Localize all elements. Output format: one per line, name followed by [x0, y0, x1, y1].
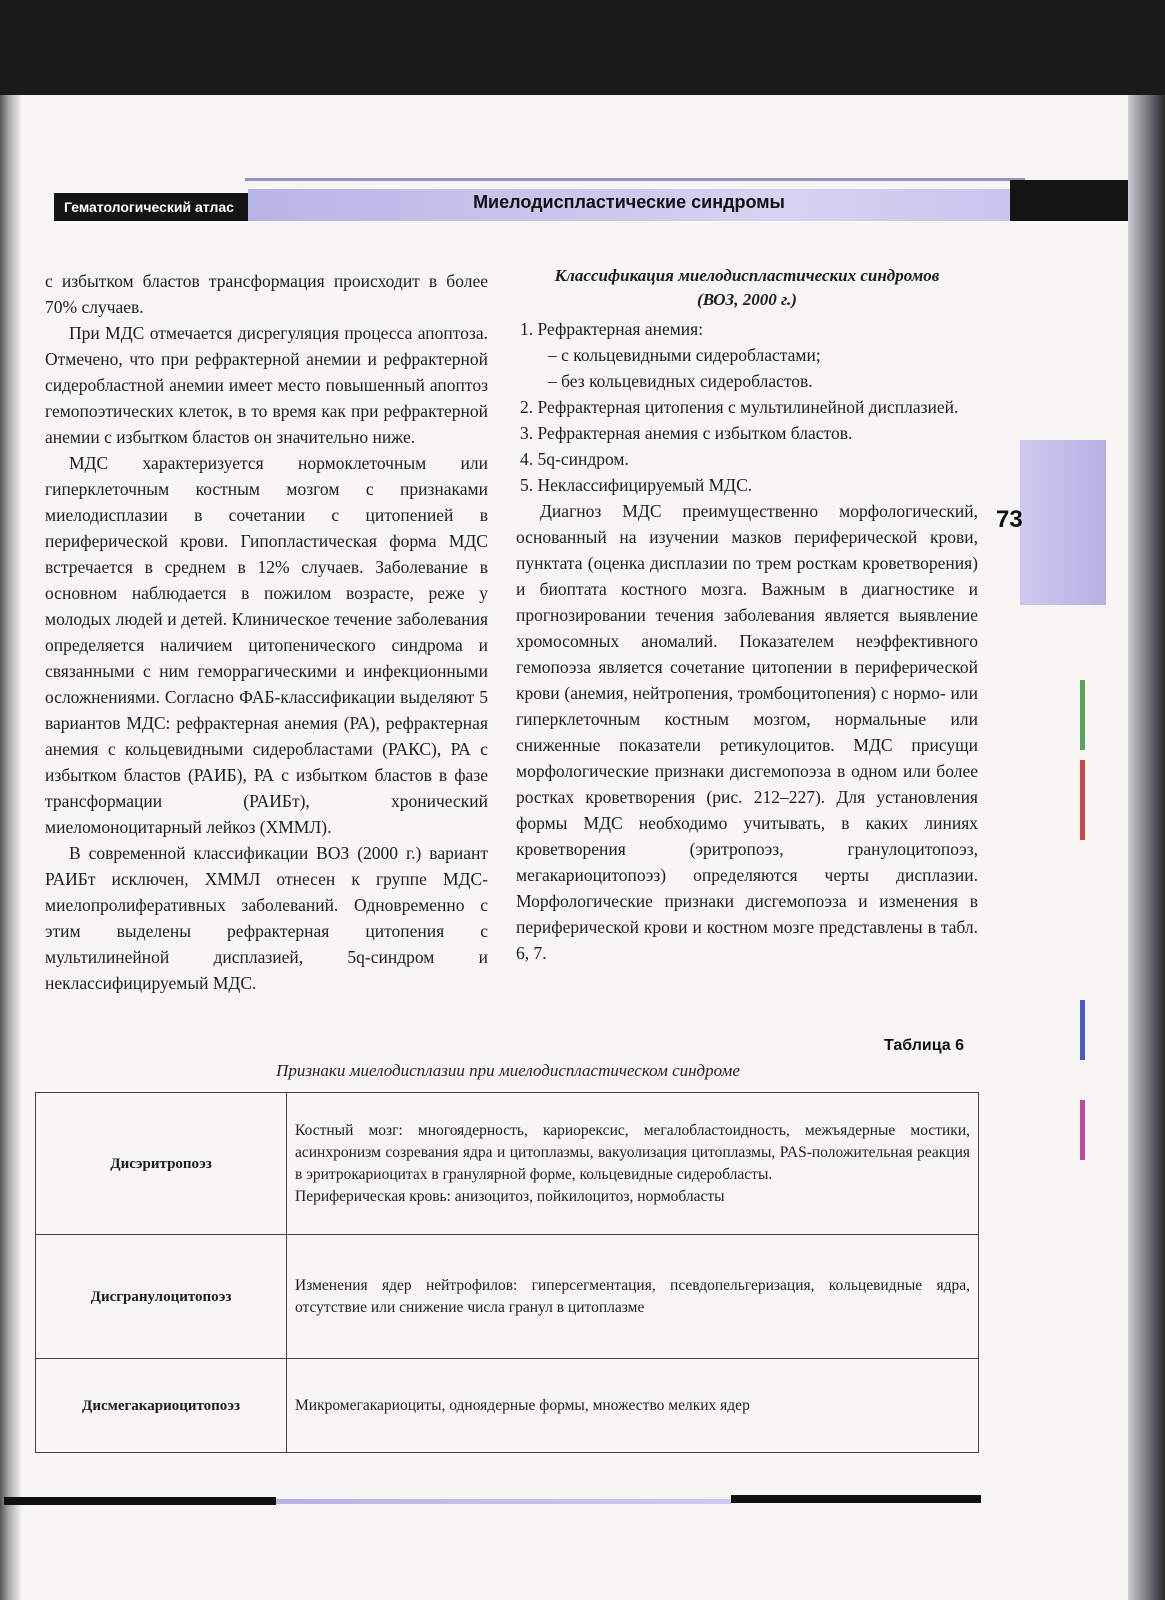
list-item-number: 5.: [520, 475, 534, 495]
sub-list-item: – без кольцевидных сидеробластов.: [548, 371, 813, 391]
table-caption: Признаки миелодисплазии при миелодиспластическом синдроме: [276, 1061, 740, 1080]
classification-title: [516, 264, 978, 312]
running-header-title: Миелодиспластические синдромы: [248, 189, 1010, 221]
list-item-text: Рефрактерная анемия:: [537, 319, 704, 339]
description-line: Микромегакариоциты, одноядерные формы, множество мелких ядер: [295, 1396, 750, 1414]
list-item: [516, 394, 978, 420]
binding-shadow: [0, 95, 22, 1600]
footer-rule-left: [4, 1497, 276, 1505]
sub-list: [516, 342, 978, 394]
list-item-number: 4.: [520, 449, 534, 469]
list-item-text: Рефрактерная цитопения с мультилинейной дисплазией.: [537, 397, 959, 417]
table-cell-description: [287, 1359, 979, 1453]
paragraph: МДС характеризуется нормоклеточным или гиперклеточным костным мозгом с признаками миелодисплазии в сочетании с цитопенией в периферической крови. Гипопластическая форма МДС встречается в среднем в 12% случаев. Заболевание в основном наблюдается в пожилом возрасте, реже у молодых людей и детей. Клиническое течение заболевания определяется наличием цитопенического синдрома и связанными с ним геморрагическими и инфекционными осложнениями. Согласно ФАБ-классификации выделяют 5 вариантов МДС: рефрактерная анемия (РА), рефрактерная анемия с кольцевидными сидеробластами (РАКС), РА с избытком бластов (РАИБ), РА с избытком бластов в фазе трансформации (РАИБт), хронический миеломоноцитарный лейкоз (ХММЛ).: [45, 453, 488, 837]
header-top-rule: [245, 178, 1025, 181]
table-cell-description: [287, 1235, 979, 1359]
list-item-text: 5q-синдром.: [537, 449, 629, 469]
table-row: [36, 1235, 979, 1359]
table-cell-name: Дисмегакариоцитопоэз: [36, 1359, 287, 1453]
list-item-text: Неклассифицируемый МДС.: [537, 475, 753, 495]
list-item: [516, 472, 978, 498]
list-item: [516, 420, 978, 446]
classification-title-line: (ВОЗ, 2000 г.): [697, 290, 797, 309]
list-item-text: Рефрактерная анемия с избытком бластов.: [537, 423, 853, 443]
edge-color-mark: [1080, 1100, 1085, 1160]
list-item-number: 2.: [520, 397, 534, 417]
table-row: [36, 1359, 979, 1453]
list-item-number: 1.: [520, 319, 534, 339]
paragraph: Диагноз МДС преимущественно морфологический, основанный на изучении мазков периферической крови, пунктата (оценка дисплазии по трем росткам кроветворения) и биоптата костного мозга. Важным в диагностике и прогнозировании течения заболевания является выявление хромосомных аномалий. Показателем неэффективного гемопоэза является сочетание цитопении в периферической крови (анемия, нейтропения, тромбоцитопения) с нормо- или гиперклеточным костным мозгом, нормальные или сниженные показатели ретикулоцитов. МДС присущи морфологические признаки дисгемопоэза в одном или более ростках кроветворения (рис. 212–227). Для установления формы МДС необходимо учитывать, в каких линиях кроветворения (эритропоэз, гранулоцитопоэз, мегакариоцитопоэз) определяются черты дисплазии. Морфологические признаки дисгемопоэза и изменения в периферической крови и костном мозге представлены в табл. 6, 7.: [516, 501, 978, 963]
table-cell-description: [287, 1093, 979, 1235]
table-cell-name: Дисгранулоцитопоэз: [36, 1235, 287, 1359]
paragraph: При МДС отмечается дисрегуляция процесса апоптоза. Отмечено, что при рефрактерной анемии и рефрактерной сидеробластной анемии имеет место повышенный апоптоз гемопоэтических клеток, в то время как при рефрактерной анемии с избытком бластов он значительно ниже.: [45, 323, 488, 447]
footer-rule-right: [731, 1495, 981, 1503]
classification-list: [516, 316, 978, 498]
page-edge: [1128, 95, 1165, 1600]
paragraph: В современной классификации ВОЗ (2000 г.) вариант РАИБт исключен, ХММЛ отнесен к группе МДС-миелопролиферативных заболеваний. Одновременно с этим выделены рефрактерная цитопения с мультилинейной дисплазией, 5q-синдром и неклассифицируемый МДС.: [45, 843, 488, 993]
sub-list-text: с кольцевидными сидеробластами;: [561, 345, 821, 365]
myelodysplasia-signs-table: [35, 1092, 979, 1453]
sub-list-item: – с кольцевидными сидеробластами;: [548, 345, 821, 365]
description-line: Изменения ядер нейтрофилов: гиперсегментация, псевдопельгеризация, кольцевидные ядра, отсутствие или снижение числа гранул в цитоплазме: [295, 1276, 970, 1316]
page-number: 73: [996, 506, 1023, 533]
list-item-number: 3.: [520, 423, 534, 443]
header-right-block: [1010, 180, 1128, 221]
sub-list-text: без кольцевидных сидеробластов.: [561, 371, 813, 391]
paragraph: с избытком бластов трансформация происходит в более 70% случаев.: [45, 271, 488, 317]
classification-title-line: Классификация миелодиспластических синдромов: [554, 266, 940, 285]
footer-rule-middle: [276, 1499, 731, 1504]
left-column: [45, 268, 488, 996]
table-label: Таблица 6: [884, 1037, 965, 1054]
edge-color-mark: [1080, 1000, 1085, 1060]
description-line: Периферическая кровь: анизоцитоз, пойкилоцитоз, нормобласты: [295, 1187, 725, 1205]
list-item: [516, 316, 978, 342]
description-line: Костный мозг: многоядерность, кариорексис, мегалобластоидность, межъядерные мостики, асинхронизм созревания ядра и цитоплазмы, вакуолизация цитоплазмы, PAS-положительная реакция в эритрокариоцитах в гранулярной форме, кольцевидные сидеробласты.: [295, 1121, 970, 1183]
chapter-side-tab: [1020, 440, 1106, 605]
list-item-sublist-wrap: [516, 342, 978, 394]
list-item: [516, 446, 978, 472]
edge-color-mark: [1080, 760, 1085, 840]
running-header-left: Гематологический атлас: [54, 193, 248, 221]
table-row: [36, 1093, 979, 1235]
right-column: [516, 264, 978, 966]
table-cell-name: Дисэритропоэз: [36, 1093, 287, 1235]
edge-color-mark: [1080, 680, 1085, 750]
